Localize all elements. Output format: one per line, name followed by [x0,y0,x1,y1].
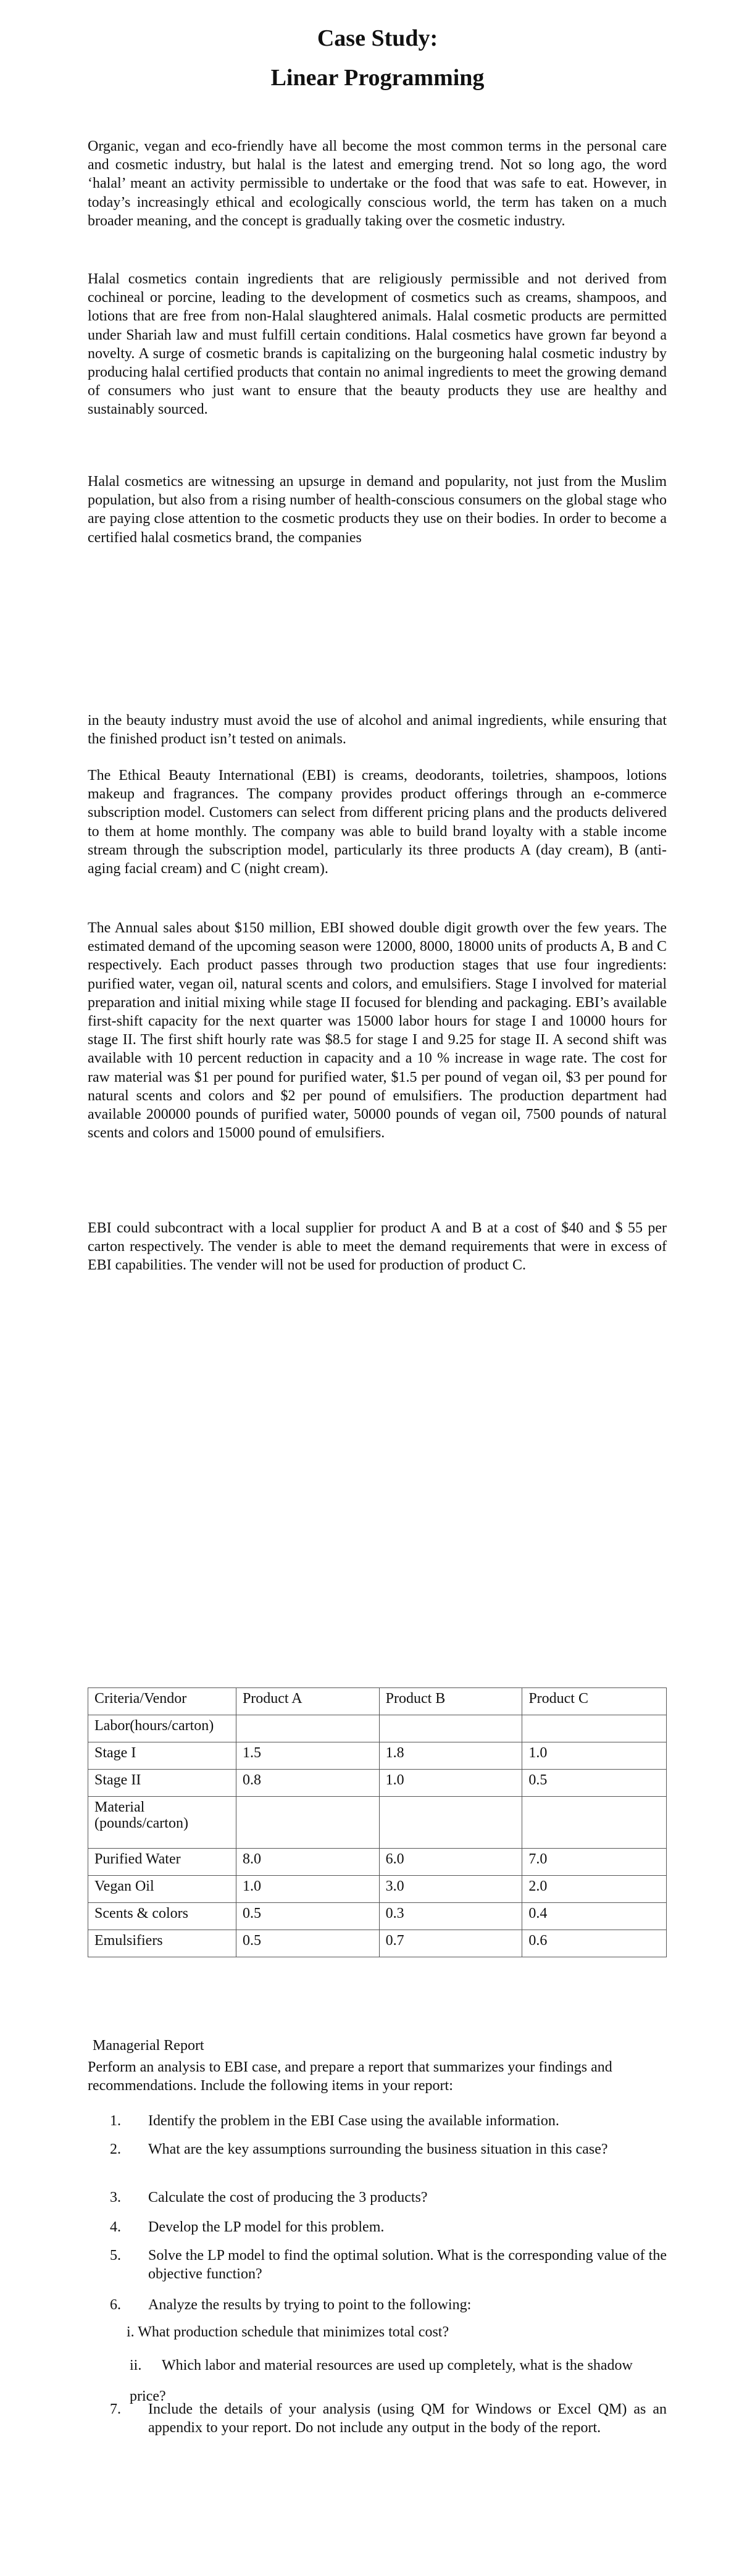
table-cell: Vegan Oil [88,1876,236,1903]
title-case-study: Case Study: [317,25,438,51]
report-item [110,2140,667,2159]
report-item-text: Include the details of your analysis (using QM for Windows or Excel QM) as an appendix to your report. Do not include any output in the body of the report. [148,2401,667,2436]
table-header-cell: Product C [522,1688,667,1715]
table-cell: 1.5 [236,1742,379,1770]
table-row [88,1715,667,1742]
report-item-number: 4. [110,2219,121,2235]
table-cell: Labor(hours/carton) [88,1715,236,1742]
table-row [88,1930,667,1957]
table-cell: 2.0 [522,1876,667,1903]
table-cell: Emulsifiers [88,1930,236,1957]
paragraph-halal-continued: in the beauty industry must avoid the use of alcohol and animal ingredients, while ensuring that the finished product isn’t tested on animals. [88,713,667,748]
table-cell: 7.0 [522,1849,667,1876]
table-cell [379,1797,522,1849]
report-item-text: Identify the problem in the EBI Case using the available information. [148,2113,559,2129]
table-cell: 0.8 [236,1770,379,1797]
report-item [110,2218,667,2236]
table-row [88,1876,667,1903]
report-heading: Managerial Report [93,2038,204,2054]
report-item-text: Develop the LP model for this problem. [148,2219,385,2235]
report-subitem-text: What production schedule that minimizes total cost? [138,2324,449,2340]
report-item [110,2296,667,2314]
table-cell: 0.5 [522,1770,667,1797]
paragraph-intro: Organic, vegan and eco-friendly have all become the most common terms in the personal care and cosmetic industry, but halal is the latest and emerging trend. Not so long ago, the word ‘halal’ meant an activity permissible to undertake or the food that was safe to eat. However, in today’s increasingly ethical and ecologically conscious world, the term has taken on a much broader meaning, and the concept is gradually taking over the cosmetic industry. [88,138,667,229]
report-item-text: Analyze the results by trying to point to the following: [148,2297,472,2313]
table-row [88,1770,667,1797]
table-cell: Purified Water [88,1849,236,1876]
table-cell: 0.4 [522,1903,667,1930]
table-header-row [88,1688,667,1715]
report-item [110,2400,667,2437]
table-header-cell: Product A [236,1688,379,1715]
table-cell: 0.6 [522,1930,667,1957]
table-cell [236,1797,379,1849]
report-subitem-number: ii. [130,2357,142,2373]
table-cell: 1.0 [522,1742,667,1770]
report-item [110,2112,667,2130]
table-cell: Stage I [88,1742,236,1770]
table-cell [522,1797,667,1849]
report-item-text: Solve the LP model to find the optimal solution. What is the corresponding value of the objective function? [148,2248,667,2283]
report-subitem-number: i. [127,2324,135,2340]
requirements-table [88,1687,667,1957]
report-item-text: What are the key assumptions surrounding the business situation in this case? [148,2141,608,2157]
table-cell [522,1715,667,1742]
table-cell: 1.0 [379,1770,522,1797]
title-linear-programming: Linear Programming [270,65,485,91]
table-cell: 1.0 [236,1876,379,1903]
report-subitem [127,2323,449,2341]
table-cell: 0.7 [379,1930,522,1957]
table-cell: 8.0 [236,1849,379,1876]
table-cell: 6.0 [379,1849,522,1876]
table-row [88,1797,667,1849]
table-header-cell: Criteria/Vendor [88,1688,236,1715]
report-item-number: 7. [110,2401,121,2417]
table-row [88,1849,667,1876]
table-row [88,1742,667,1770]
table-row [88,1903,667,1930]
table-cell: 3.0 [379,1876,522,1903]
report-item-number: 3. [110,2189,121,2206]
paragraph-ebi-production: The Annual sales about $150 million, EBI showed double digit growth over the few years. The estimated demand of the upcoming season were 12000, 8000, 18000 units of products A, B and C respectively. Each product passes through two production stages that use four ingredients: purified water, vegan oil, natural scents and colors, and emulsifiers. Stage I involved for material preparation and initial mixing while stage II focused for blending and packaging. EBI’s available first-shift capacity for the next quarter was 15000 labor hours for stage I and 10000 hours for stage II. The first shift hourly rate was $8.5 for stage I and 9.25 for stage II. A second shift was available with 10 percent reduction in capacity and a 10 % increase in wage rate. The cost for raw material was $1 per pound for purified water, $1.5 per pound of vegan oil, $3 per pound for natural scents and colors and $2 per pound of emulsifiers. The production department had available 200000 pounds of purified water, 50000 pounds of vegan oil, 7500 pounds of natural scents and colors and 15000 pound of emulsifiers. [88,920,667,1142]
paragraph-subcontract: EBI could subcontract with a local supplier for product A and B at a cost of $40 and $ 55 per carton respectively. The vender is able to meet the demand requirements that were in excess of EBI capabilities. The vender will not be used for production of product C. [88,1220,667,1274]
report-subitem-text: Which labor and material resources are used up completely, what is the shadow price? [130,2357,633,2404]
table-cell: 0.5 [236,1903,379,1930]
report-item-number: 2. [110,2141,121,2157]
paragraph-halal-demand: Halal cosmetics are witnessing an upsurge in demand and popularity, not just from the Muslim population, but also from a rising number of health-conscious consumers on the global stage who are paying close attention to the cosmetic products they use on their bodies. In order to become a certified halal cosmetics brand, the companies [88,474,667,546]
paragraph-halal-ingredients: Halal cosmetics contain ingredients that are religiously permissible and not derived from cochineal or porcine, leading to the development of cosmetics such as creams, shampoos, and lotions that are free from non-Halal slaughtered animals. Halal cosmetic products are permitted under Shariah law and must fulfill certain conditions. Halal cosmetics have grown far beyond a novelty. A surge of cosmetic brands is capitalizing on the burgeoning halal cosmetic industry by producing halal certified products that contain no animal ingredients to meet the growing demand of consumers who just want to ensure that the beauty products they use are healthy and sustainably sourced. [88,271,667,418]
table-cell [236,1715,379,1742]
table-header-cell: Product B [379,1688,522,1715]
report-item-number: 6. [110,2297,121,2313]
report-intro: Perform an analysis to EBI case, and prepare a report that summarizes your findings and recommendations. Include the following items in your report: [88,2059,612,2094]
report-item [110,2246,667,2283]
report-item-number: 1. [110,2113,121,2129]
table-cell: Scents & colors [88,1903,236,1930]
report-item-number: 5. [110,2248,121,2264]
report-item-text: Calculate the cost of producing the 3 products? [148,2189,428,2206]
table-cell: 0.3 [379,1903,522,1930]
paragraph-ebi-company: The Ethical Beauty International (EBI) is creams, deodorants, toiletries, shampoos, lotions makeup and fragrances. The company provides product offerings through an e-commerce subscription model. Customers can select from different pricing plans and the products delivered to them at home monthly. The company was able to build brand loyalty with a stable income stream through the subscription model, particularly its three products A (day cream), B (anti-aging facial cream) and C (night cream). [88,767,667,877]
table-cell: Material (pounds/carton) [88,1797,236,1849]
table-cell: Stage II [88,1770,236,1797]
table-cell: 1.8 [379,1742,522,1770]
table-cell: 0.5 [236,1930,379,1957]
table-cell [379,1715,522,1742]
report-item [110,2188,667,2207]
